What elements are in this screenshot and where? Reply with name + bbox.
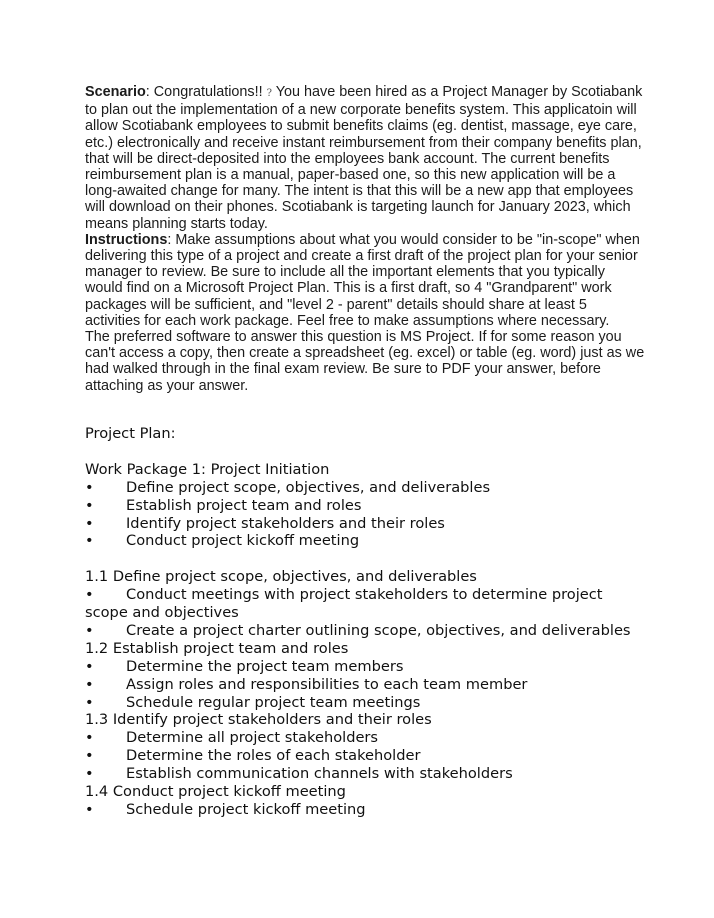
list-item: [85, 515, 645, 533]
list-item: [85, 676, 645, 694]
bullet: •: [85, 801, 94, 818]
list-item-text: Determine the project team members: [126, 657, 404, 675]
bullet: •: [85, 747, 94, 765]
instructions-label: Instructions: [85, 231, 168, 248]
list-item: [85, 765, 645, 783]
list-item-text: Determine all project stakeholders: [126, 729, 379, 747]
bullet: •: [85, 675, 94, 693]
section-1-1-title: 1.1 Define project scope, objectives, and deliverables: [85, 568, 477, 586]
list-item: [85, 729, 645, 747]
list-item: [85, 801, 645, 819]
unknown-glyph: ?: [266, 88, 272, 99]
bullet: •: [85, 657, 94, 675]
assignment-brief: [85, 84, 645, 394]
section-1-3-title: 1.3 Identify project stakeholders and their roles: [85, 711, 432, 729]
list-item: [85, 479, 645, 497]
bullet: •: [85, 693, 94, 711]
project-plan: [85, 425, 645, 819]
list-item: [85, 586, 645, 622]
list-item-text: Conduct project kickoff meeting: [126, 532, 360, 550]
list-item-text: Establish project team and roles: [126, 496, 362, 514]
instructions-paragraph: [85, 232, 645, 329]
list-item-text: Define project scope, objectives, and deliverables: [126, 478, 491, 496]
list-item-text: Assign roles and responsibilities to each team member: [126, 675, 528, 693]
list-item-text: Identify project stakeholders and their roles: [126, 514, 445, 532]
list-item-text: Establish communication channels with stakeholders: [126, 765, 513, 783]
bullet: •: [85, 729, 94, 747]
plan-title: Project Plan:: [85, 425, 176, 442]
section-1-2-title: 1.2 Establish project team and roles: [85, 639, 349, 657]
software-paragraph: The preferred software to answer this question is MS Project. If for some reason you can't access a copy, then create a spreadsheet (eg. excel) or table (eg. word) just as we had walked through in the final exam review. Be sure to PDF your answer, before attaching as your answer.: [85, 329, 645, 394]
list-item-text: Create a project charter outlining scope, objectives, and deliverables: [126, 621, 631, 639]
list-item: [85, 497, 645, 515]
list-item-text: Determine the roles of each stakeholder: [126, 747, 421, 765]
scenario-text-b: You have been hired as a Project Manager by Scotiabank to plan out the implementation of a new corporate benefits system. This applicatoin will allow Scotiabank employees to submit benefits claims (eg. dentist, massage, eye care, etc.) electronically and receive instant reimbursement from their company benefits plan, that will be direct-deposited into the employees bank account. The current benefits reimbursement plan is a manual, paper-based one, so this new application will be a long-awaited change for many. The intent is that this will be a new app that employees will download on their phones. Scotiabank is targeting launch for January 2023, which means planning starts today.: [85, 84, 643, 232]
wp1-title: Work Package 1: Project Initiation: [85, 460, 330, 478]
section-1-4-title: 1.4 Conduct project kickoff meeting: [85, 783, 346, 801]
scenario-label: Scenario: [85, 84, 146, 100]
bullet: •: [85, 765, 94, 783]
bullet: •: [85, 514, 94, 532]
bullet: •: [85, 586, 94, 604]
bullet: •: [85, 532, 94, 550]
list-item: [85, 532, 645, 550]
bullet: •: [85, 496, 94, 514]
list-item: [85, 747, 645, 765]
bullet: •: [85, 621, 94, 639]
scenario-paragraph: [85, 84, 645, 232]
list-item: [85, 694, 645, 712]
list-item-text: Schedule regular project team meetings: [126, 693, 421, 711]
list-item: [85, 622, 645, 640]
bullet: •: [85, 478, 94, 496]
instructions-text: : Make assumptions about what you would consider to be "in-scope" when delivering this type of a project and create a first draft of the project plan for your senior manager to review. Be sure to include all the important elements that you typically would find on a Microsoft Project Plan. This is a first draft, so 4 "Grandparent" work packages will be sufficient, and "level 2 - parent" details should share at least 5 activities for each work package. Feel free to make assumptions where necessary.: [85, 231, 640, 329]
list-item: [85, 658, 645, 676]
list-item-text: Conduct meetings with project stakeholders to determine project scope and objectives: [85, 586, 603, 622]
scenario-text-a: : Congratulations!!: [145, 84, 267, 100]
list-item-text: Schedule project kickoff meeting: [126, 801, 366, 818]
